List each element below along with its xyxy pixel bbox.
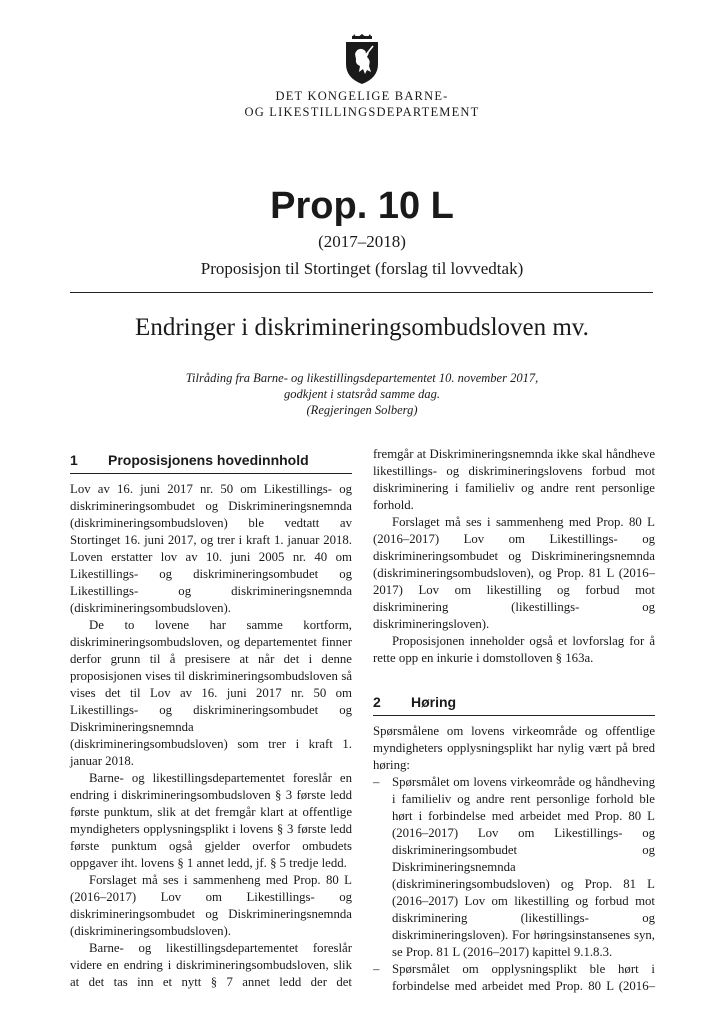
ministry-name bbox=[0, 88, 724, 120]
paragraph: Barne- og likestillingsdepartementet foreslår en endring i diskrimineringsombudsloven § 3 første ledd første punktum, slik at det fremgår klart at offentlige myndigheters opplysningsplikt i lovens § 3 første ledd første punktum også gjelder overfor ombudets oppgaver iht. lovens § 1 annet ledd, jf. § 5 tredje ledd. bbox=[70, 771, 352, 870]
section-title: Proposisjonens hovedinnhold bbox=[108, 452, 309, 468]
approval-note bbox=[0, 370, 724, 418]
list-item bbox=[373, 961, 655, 995]
paragraph: Barne- og likestillingsdepartementet foreslår videre en endring i diskrimineringsombudsloven, slik at det tas inn et nytt § 7 annet ledd der det bbox=[70, 941, 352, 989]
section-number: 1 bbox=[70, 452, 78, 468]
section-number: 2 bbox=[373, 694, 381, 710]
list-item-text: Spørsmålet om opplysningsplikt ble hørt i forbindelse med arbeidet med Prop. 80 L (2016– bbox=[392, 962, 655, 993]
list-item-text: Spørsmålet om lovens virkeområde og håndheving i familieliv og andre rent personlige forhold ble hørt i forbindelse med arbeidet med Prop. 80 L (2016–2017) Lov om Likestillings- og diskrimineringsombudet og Diskrimineringsnemnda (diskrimineringsombudsloven) og Prop. 81 L (2016–2017) Lov om likestilling og forbud mot diskriminering (likestillings- og diskrimineringsloven). For høringsinstansenes syn, se Prop. 81 L (2016–2017) kapittel 9.1.8.3. bbox=[392, 775, 655, 959]
section-2-heading bbox=[373, 692, 655, 716]
approval-line-3: (Regjeringen Solberg) bbox=[306, 403, 418, 417]
right-column bbox=[373, 446, 655, 995]
paragraph: Proposisjonen inneholder også et lovforslag for å rette opp en inkurie i domstolloven § 163a. bbox=[373, 634, 655, 665]
left-column bbox=[70, 450, 352, 991]
title-divider bbox=[70, 292, 653, 293]
proposition-number: Prop. 10 L bbox=[270, 185, 454, 227]
paragraph: De to lovene har samme kortform, diskrimineringsombudsloven, og departementet finner derfor grunn til å presisere at når det i denne proposisjonen vises til diskrimineringsombudsloven så vises det til Lov av 16. juni 2017 nr. 50 om Likestillings- og diskrimineringsombudet og Diskrimineringsnemnda (diskrimineringsombudsloven) som trer i kraft 1. januar 2018. bbox=[70, 618, 352, 768]
approval-line-2: godkjent i statsråd samme dag. bbox=[284, 387, 440, 401]
ministry-line-1: DET KONGELIGE BARNE- bbox=[275, 89, 449, 103]
approval-line-1: Tilråding fra Barne- og likestillingsdepartementet 10. november 2017, bbox=[185, 371, 539, 385]
ministry-line-2: OG LIKESTILLINGSDEPARTEMENT bbox=[244, 105, 480, 119]
paragraph: Lov av 16. juni 2017 nr. 50 om Likestillings- og diskrimineringsombudet og Diskrimineringsnemnda (diskrimineringsombudsloven) ble vedtatt av Stortinget 16. juni 2017, og trer i kraft 1. januar 2018. Loven erstatter lov av 10. juni 2005 nr. 40 om Likestillings- og diskrimineringsombudet og Likestillings- og diskrimineringsnemnda (diskrimineringsombudsloven). bbox=[70, 482, 352, 615]
section-title: Høring bbox=[411, 694, 457, 710]
section-1-heading bbox=[70, 450, 352, 474]
paragraph: Spørsmålene om lovens virkeområde og offentlige myndigheters opplysningsplikt har nylig vært på bred høring: bbox=[373, 724, 655, 772]
list-item bbox=[373, 774, 655, 961]
paragraph: Forslaget må ses i sammenheng med Prop. 80 L (2016–2017) Lov om Likestillings- og diskrimineringsombudet og Diskrimineringsnemnda (diskrimineringsombudsloven), og Prop. 81 L (2016–2017) Lov om likestilling og forbud mot diskriminering (likestillings- og diskrimineringsloven). bbox=[373, 515, 655, 631]
norwegian-coat-of-arms-icon bbox=[338, 34, 386, 86]
dash-bullet: – bbox=[373, 962, 380, 976]
paragraph-continued: fremgår at Diskrimineringsnemnda ikke skal håndheve likestillings- og diskrimineringslovens forbud mot diskriminering i familieliv og andre rent personlige forhold. bbox=[373, 447, 655, 512]
session-years: (2017–2018) bbox=[318, 232, 406, 251]
document-subtitle: Proposisjon til Stortinget (forslag til lovvedtak) bbox=[200, 259, 524, 278]
dash-bullet: – bbox=[373, 775, 380, 789]
document-title: Endringer i diskrimineringsombudsloven mv. bbox=[135, 314, 589, 341]
paragraph: Forslaget må ses i sammenheng med Prop. 80 L (2016–2017) Lov om Likestillings- og diskrimineringsombudet og Diskrimineringsnemnda (diskrimineringsombudsloven). bbox=[70, 873, 352, 938]
section-spacer bbox=[373, 667, 655, 692]
